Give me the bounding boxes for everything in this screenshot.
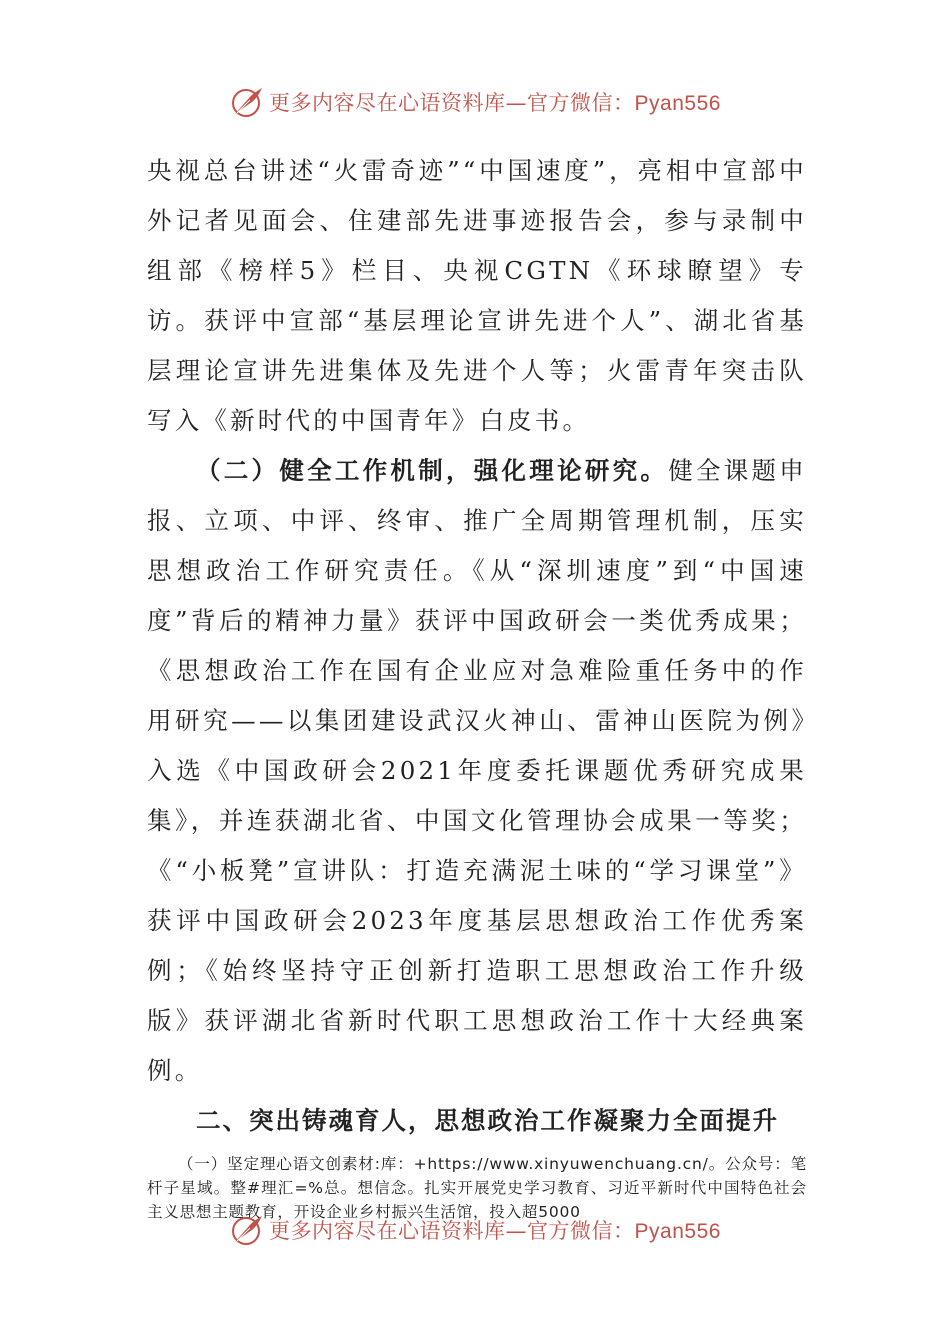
- document-body: [147, 146, 807, 1224]
- quill-pen-circle-icon: [229, 1212, 265, 1248]
- footer-banner: [0, 1210, 950, 1250]
- section-heading: 二、突出铸魂育人，思想政治工作凝聚力全面提升: [196, 1106, 779, 1135]
- subsection-title: （二）健全工作机制，强化理论研究。: [196, 456, 669, 485]
- paragraph-2-text: 健全课题申报、立项、中评、终审、推广全周期管理机制，压实思想政治工作研究责任。《从“深圳速度”到“中国速度”背后的精神力量》获评中国政研会一类优秀成果；《思想政治工作在国有企业应对急难险重任务中的作用研究——以集团建设武汉火神山、雷神山医院为例》入选《中国政研会2021年度委托课题优秀研究成果集》，并连获湖北省、中国文化管理协会成果一等奖；《“小板凳”宣讲队：打造充满泥土味的“学习课堂”》获评中国政研会2023年度基层思想政治工作优秀案例；《始终坚持守正创新打造职工思想政治工作升级版》获评湖北省新时代职工思想政治工作十大经典案例。: [147, 456, 808, 1085]
- paragraph-3: （一）坚定理心语文创素材:库：+https://www.xinyuwenchuang.cn/。公众号：笔杆子星域。整#理汇=%总。想信念。扎实开展党史学习教育、习近平新时代中国特色社会主义思想主题教育，开设企业乡村振兴生活馆，投入超5000: [147, 1155, 807, 1221]
- banner-separator: —: [505, 1219, 528, 1243]
- paragraph-2: [147, 446, 807, 1096]
- banner-wechat-id: Pyan556: [634, 1220, 721, 1243]
- quill-pen-circle-icon: [229, 84, 265, 120]
- banner-brand: 更多内容尽在心语资料库: [269, 91, 506, 115]
- banner-separator: —: [505, 91, 528, 115]
- banner-text: [269, 87, 721, 117]
- banner-wechat-label: 官方微信：: [527, 91, 635, 115]
- header-banner: [0, 82, 950, 122]
- paragraph-1: 央视总台讲述“火雷奇迹”“中国速度”，亮相中宣部中外记者见面会、住建部先进事迹报告会，参与录制中组部《榜样5》栏目、央视CGTN《环球瞭望》专访。获评中宣部“基层理论宣讲先进个人”、湖北省基层理论宣讲先进集体及先进个人等；火雷青年突击队写入《新时代的中国青年》白皮书。: [147, 156, 807, 435]
- banner-wechat-id: Pyan556: [634, 92, 721, 115]
- banner-brand: 更多内容尽在心语资料库: [269, 1219, 506, 1243]
- banner-text: [269, 1215, 721, 1245]
- banner-wechat-label: 官方微信：: [527, 1219, 635, 1243]
